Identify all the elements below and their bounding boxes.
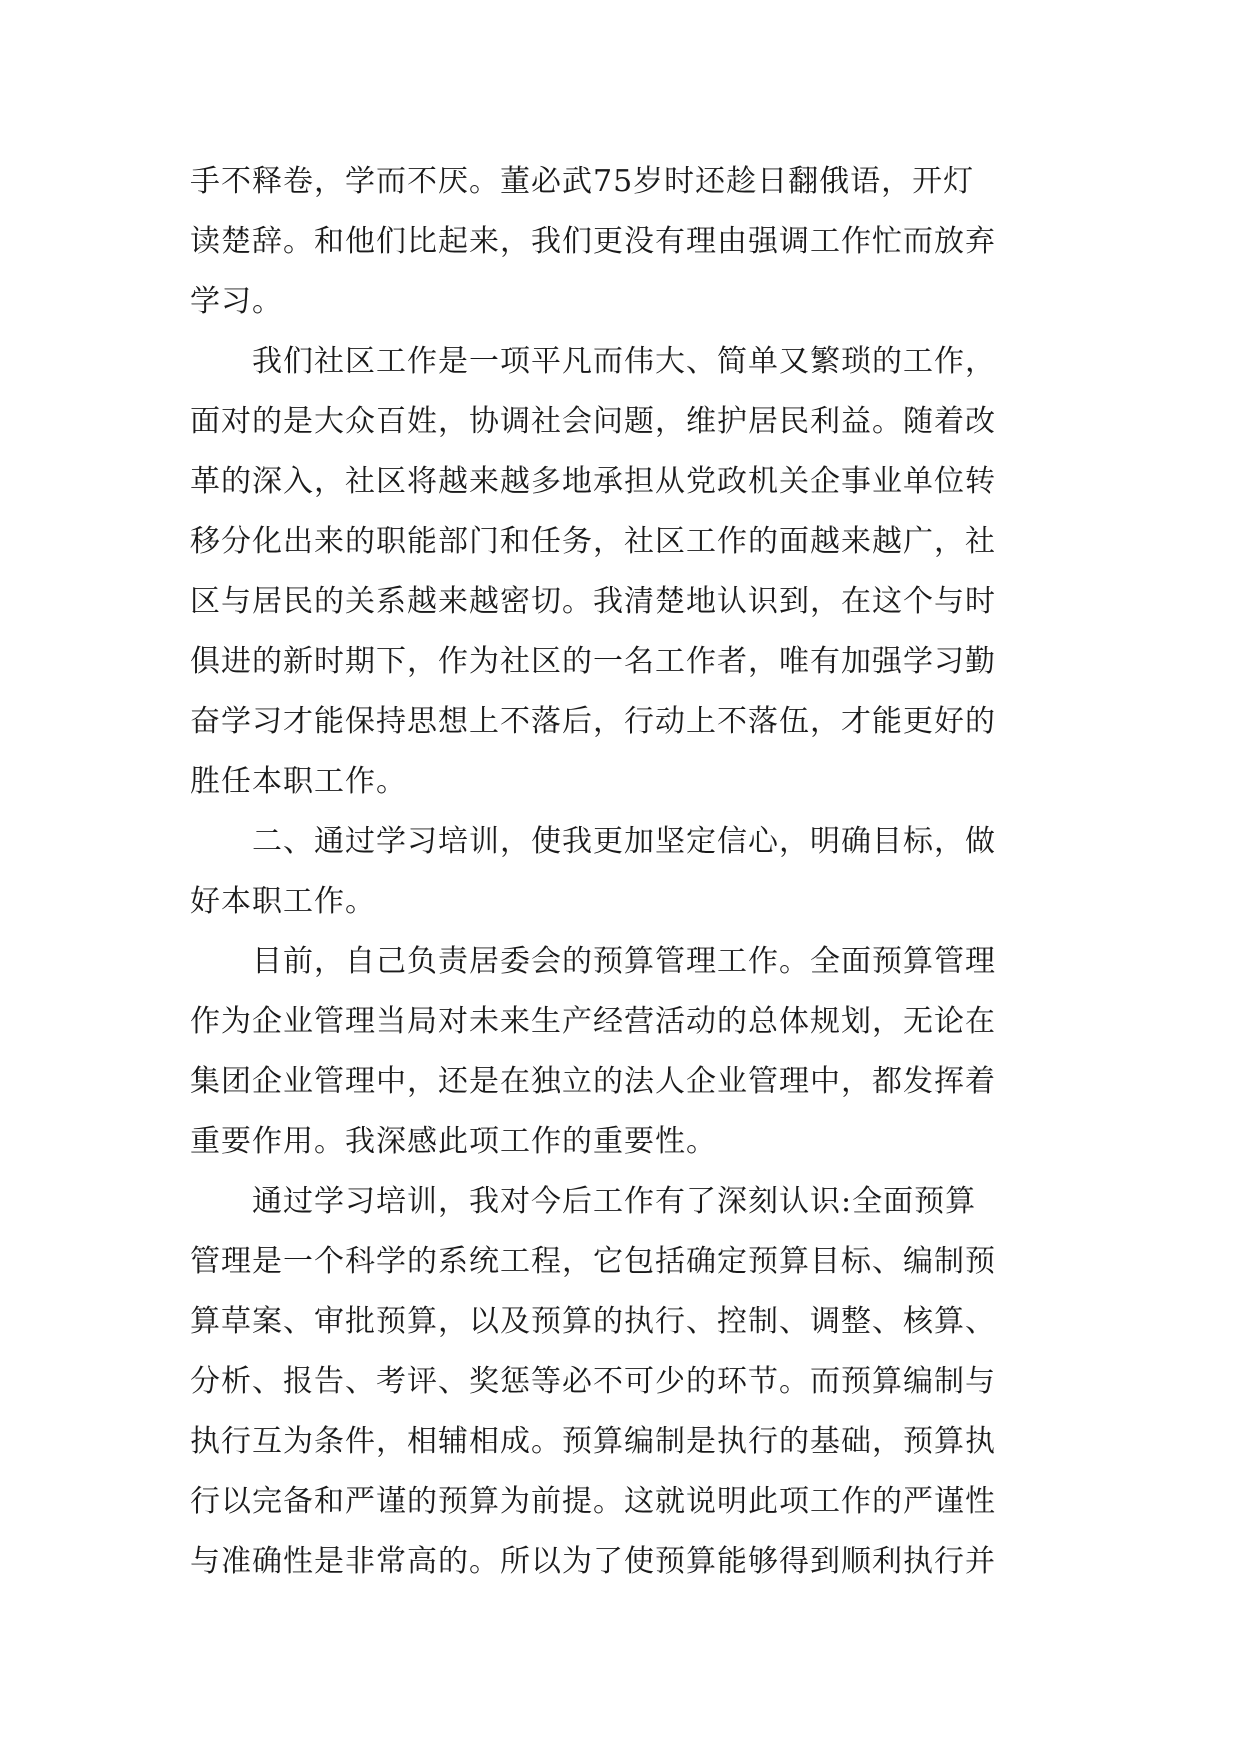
text-line: 作为企业管理当局对未来生产经营活动的总体规划，无论在 <box>190 1004 996 1039</box>
text-line: 读楚辞。和他们比起来，我们更没有理由强调工作忙而放弃 <box>190 224 996 259</box>
text-line: 执行互为条件，相辅相成。预算编制是执行的基础，预算执 <box>190 1424 996 1459</box>
text-line: 与准确性是非常高的。所以为了使预算能够得到顺利执行并 <box>190 1544 996 1579</box>
text-line: 集团企业管理中，还是在独立的法人企业管理中，都发挥着 <box>190 1064 996 1099</box>
text-line: 算草案、审批预算，以及预算的执行、控制、调整、核算、 <box>190 1304 996 1339</box>
text-line: 学习。 <box>190 284 283 319</box>
text-line: 移分化出来的职能部门和任务，社区工作的面越来越广，社 <box>190 524 996 559</box>
text-line: 目前，自己负责居委会的预算管理工作。全面预算管理 <box>190 944 996 979</box>
text-line: 区与居民的关系越来越密切。我清楚地认识到，在这个与时 <box>190 584 996 619</box>
text-line: 面对的是大众百姓，协调社会问题，维护居民利益。随着改 <box>190 404 996 439</box>
text-line: 革的深入，社区将越来越多地承担从党政机关企事业单位转 <box>190 464 996 499</box>
text-line: 二、通过学习培训，使我更加坚定信心，明确目标，做 <box>190 824 996 859</box>
text-line: 我们社区工作是一项平凡而伟大、简单又繁琐的工作， <box>190 344 996 379</box>
text-line: 管理是一个科学的系统工程，它包括确定预算目标、编制预 <box>190 1244 996 1279</box>
text-line: 奋学习才能保持思想上不落后，行动上不落伍，才能更好的 <box>190 704 996 739</box>
text-line: 重要作用。我深感此项工作的重要性。 <box>190 1124 717 1159</box>
body-text <box>190 152 1050 1592</box>
text-line: 通过学习培训，我对今后工作有了深刻认识:全面预算 <box>190 1184 977 1219</box>
text-line: 好本职工作。 <box>190 884 376 919</box>
text-line: 手不释卷，学而不厌。董必武75岁时还趁日翻俄语，开灯 <box>190 164 975 199</box>
text-line: 俱进的新时期下，作为社区的一名工作者，唯有加强学习勤 <box>190 644 996 679</box>
text-line: 分析、报告、考评、奖惩等必不可少的环节。而预算编制与 <box>190 1364 996 1399</box>
text-line: 行以完备和严谨的预算为前提。这就说明此项工作的严谨性 <box>190 1484 996 1519</box>
text-line: 胜任本职工作。 <box>190 764 407 799</box>
